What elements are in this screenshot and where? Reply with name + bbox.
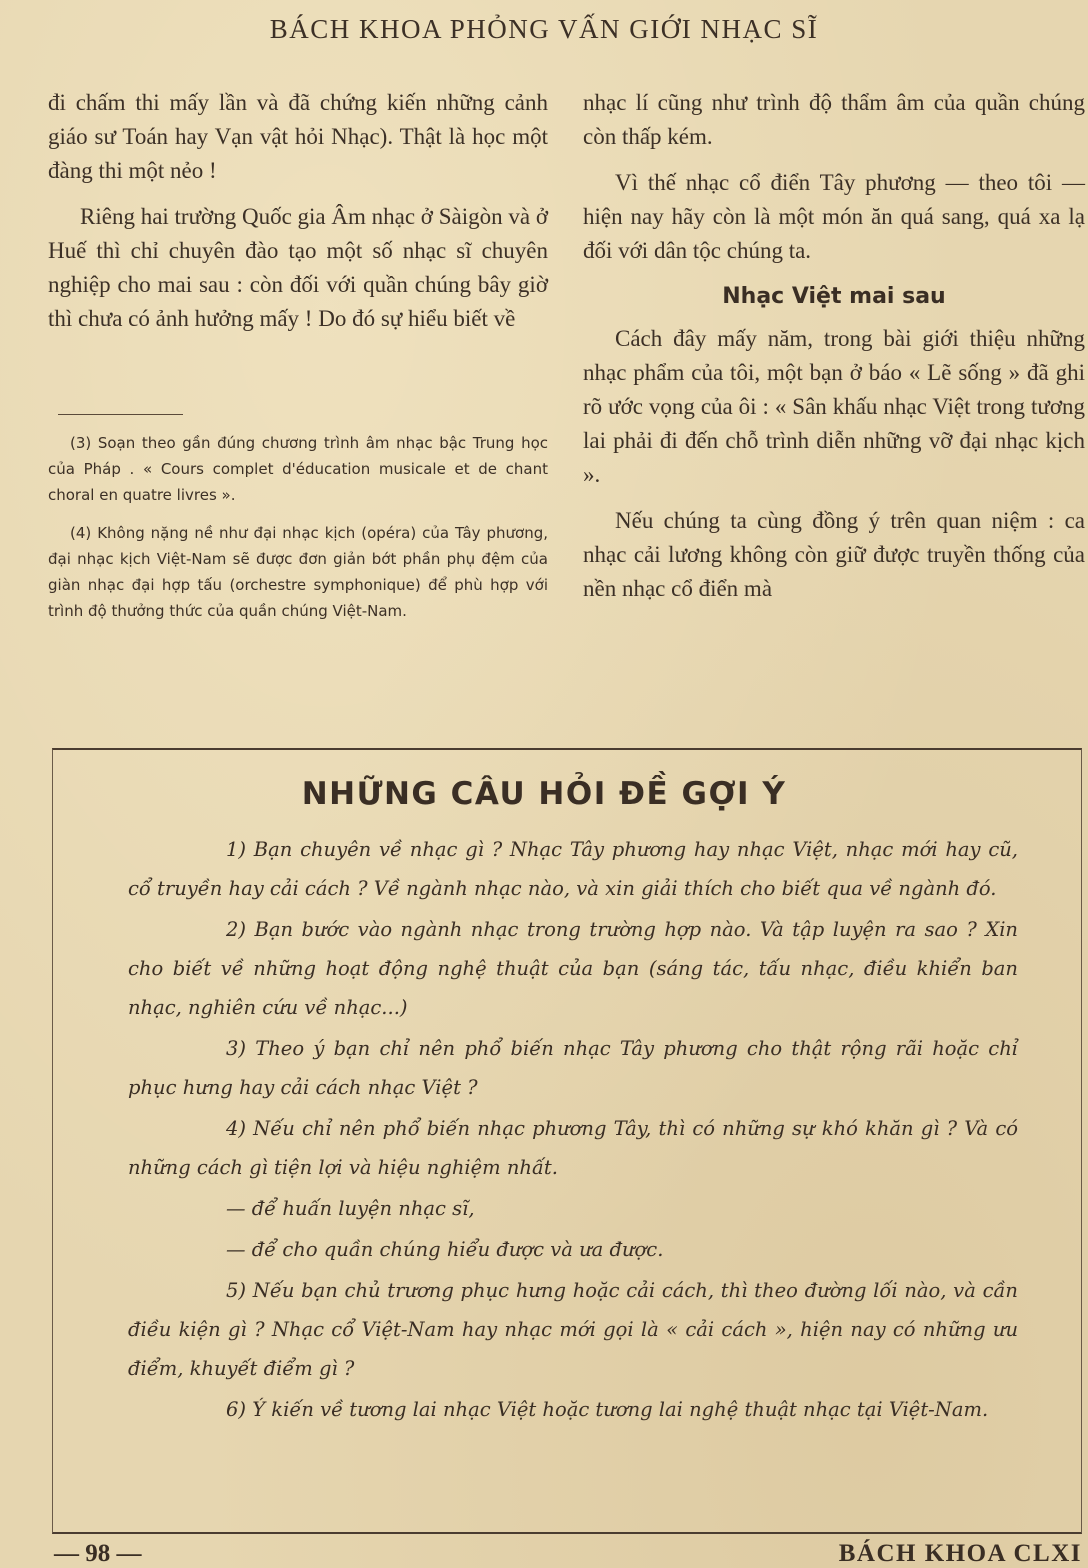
right-paragraph-4: Nếu chúng ta cùng đồng ý trên quan niệm : ca nhạc cải lương không còn giữ được truyền thống của nền nhạc cổ điển mà — [583, 508, 1085, 601]
questions-list — [128, 830, 1018, 1431]
footnote-4: (4) Không nặng nề như đại nhạc kịch (opéra) của Tây phương, đại nhạc kịch Việt-Nam sẽ được đơn giản bớt phần phụ đệm của giàn nhạc đại hợp tấu (orchestre symphonique) để phù hợp với trình độ thưởng thức của quần chúng Việt-Nam. — [48, 524, 548, 620]
footnotes — [48, 430, 548, 636]
left-paragraph-1: đi chấm thi mấy lần và đã chứng kiến những cảnh giáo sư Toán hay Vạn vật hỏi Nhạc). Thật là học một đàng thi một nẻo ! — [48, 90, 548, 183]
running-title: BÁCH KHOA PHỎNG VẤN GIỚI NHẠC SĨ — [269, 14, 819, 44]
page-number: — 98 — — [54, 1540, 142, 1567]
section-subheading: Nhạc Việt mai sau — [722, 284, 946, 309]
question-3: 3) Theo ý bạn chỉ nên phổ biến nhạc Tây phương cho thật rộng rãi hoặc chỉ phục hưng hay cải cách nhạc Việt ? — [128, 1037, 1018, 1099]
right-paragraph-1: nhạc lí cũng như trình độ thẩm âm của quần chúng còn thấp kém. — [583, 90, 1085, 149]
right-paragraph-3: Cách đây mấy năm, trong bài giới thiệu những nhạc phẩm của tôi, một bạn ở báo « Lẽ sống » đã ghi rõ ước vọng của ôi : « Sân khấu nhạc Việt trong tương lai phải đi đến chỗ trình diễn những vỡ đại nhạc kịch ». — [583, 326, 1085, 487]
left-paragraph-2: Riêng hai trường Quốc gia Âm nhạc ở Sàigòn và ở Huế thì chỉ chuyên đào tạo một số nhạc sĩ chuyên nghiệp cho mai sau : còn đối với quần chúng bây giờ thì chưa có ảnh hưởng mấy ! Do đó sự hiểu biết về — [48, 204, 548, 331]
question-5: 5) Nếu bạn chủ trương phục hưng hoặc cải cách, thì theo đường lối nào, và cần điều kiện gì ? Nhạc cổ Việt-Nam hay nhạc mới gọi là « cải cách », hiện nay có những ưu điểm, khuyết điểm gì ? — [128, 1279, 1018, 1380]
publication-footer: BÁCH KHOA CLXI — [838, 1540, 1082, 1567]
footnote-divider — [58, 414, 183, 415]
left-column — [48, 86, 548, 348]
question-4-item-b: — để cho quần chúng hiểu được và ưa được. — [226, 1238, 664, 1261]
right-column — [583, 86, 1085, 618]
question-2: 2) Bạn bước vào ngành nhạc trong trường hợp nào. Và tập luyện ra sao ? Xin cho biết về những hoạt động nghệ thuật của bạn (sáng tác, tấu nhạc, điều khiển ban nhạc, nghiên cứu về nhạc...) — [128, 918, 1018, 1019]
footnote-3: (3) Soạn theo gần đúng chương trình âm nhạc bậc Trung học của Pháp . « Cours complet d'éducation musicale et de chant choral en quatre livres ». — [48, 434, 548, 504]
question-1: 1) Bạn chuyên về nhạc gì ? Nhạc Tây phương hay nhạc Việt, nhạc mới hay cũ, cổ truyền hay cải cách ? Về ngành nhạc nào, và xin giải thích cho biết qua về ngành đó. — [128, 838, 1018, 900]
questions-box-title: NHỮNG CÂU HỎI ĐỀ GỢI Ý — [301, 776, 787, 812]
question-6: 6) Ý kiến về tương lai nhạc Việt hoặc tương lai nghệ thuật nhạc tại Việt-Nam. — [226, 1398, 989, 1421]
question-4: 4) Nếu chỉ nên phổ biến nhạc phương Tây, thì có những sự khó khăn gì ? Và có những cách gì tiện lợi và hiệu nghiệm nhất. — [128, 1117, 1018, 1179]
right-paragraph-2: Vì thế nhạc cổ điển Tây phương — theo tôi — hiện nay hãy còn là một món ăn quá sang, quá xa lạ đối với dân tộc chúng ta. — [583, 170, 1085, 263]
question-4-item-a: — để huấn luyện nhạc sĩ, — [226, 1197, 475, 1220]
